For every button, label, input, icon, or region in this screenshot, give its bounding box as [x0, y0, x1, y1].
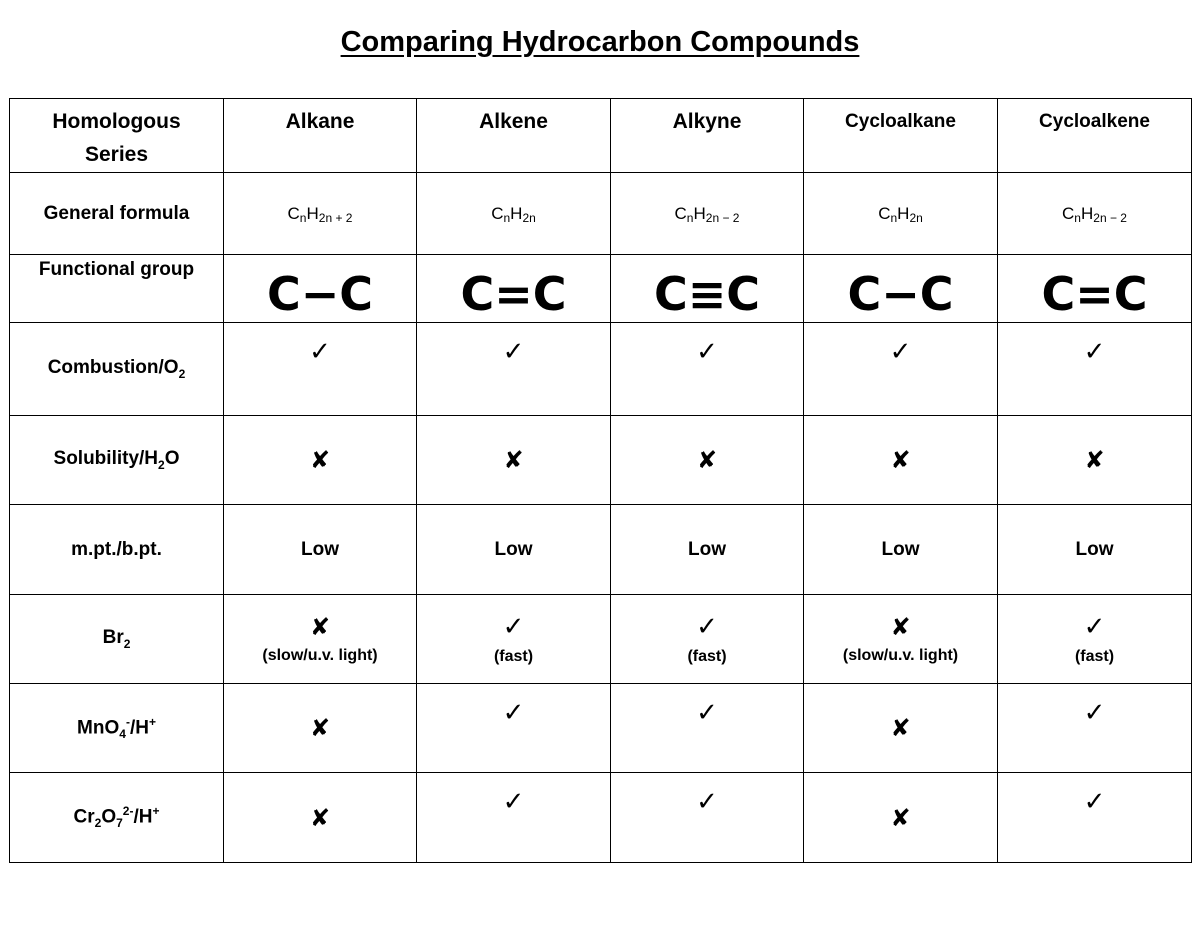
- permanganate-label: MnO$_4$-/H+: [10, 684, 224, 773]
- combustion-row: [10, 323, 1192, 416]
- formula-row: [10, 173, 1192, 255]
- page-title: Comparing Hydrocarbon Compounds: [340, 26, 860, 58]
- check-icon: ✓: [417, 323, 611, 416]
- bromine-row: [10, 595, 1192, 684]
- functional-group-row: [10, 255, 1192, 323]
- reaction-note: (slow/u.v. light): [262, 647, 378, 664]
- functional-group-cell: C≡C: [611, 255, 804, 323]
- bromine-cell: [224, 595, 417, 684]
- permanganate-row: [10, 684, 1192, 773]
- mpt-label: m.pt./b.pt.: [10, 505, 224, 595]
- functional-group-label: Functional group: [10, 255, 224, 323]
- column-header-alkane: Alkane: [224, 99, 417, 173]
- series-header-label: [10, 99, 224, 173]
- formula-row-label: General formula: [10, 173, 224, 255]
- cross-icon: ✘: [998, 416, 1192, 505]
- bromine-cell: [804, 595, 998, 684]
- mpt-row: [10, 505, 1192, 595]
- reaction-note: (fast): [687, 648, 727, 665]
- solubility-row: [10, 416, 1192, 505]
- mpt-value: Low: [998, 505, 1192, 595]
- check-icon: ✓: [502, 612, 525, 642]
- comparison-table: [9, 98, 1192, 863]
- check-icon: ✓: [224, 323, 417, 416]
- cross-icon: ✘: [804, 684, 998, 773]
- cross-icon: ✘: [224, 773, 417, 863]
- formula-cell: CnH2n + 2: [224, 173, 417, 255]
- mpt-value: Low: [804, 505, 998, 595]
- check-icon: ✓: [804, 323, 998, 416]
- series-header-line1: Homologous: [52, 110, 181, 133]
- functional-group-cell: C−C: [224, 255, 417, 323]
- check-icon: ✓: [611, 684, 804, 773]
- mpt-value: Low: [611, 505, 804, 595]
- check-icon: ✓: [417, 773, 611, 863]
- check-icon: ✓: [696, 612, 718, 642]
- bromine-cell: [998, 595, 1192, 684]
- header-row: [10, 99, 1192, 173]
- functional-group-cell: C−C: [804, 255, 998, 323]
- mpt-value: Low: [224, 505, 417, 595]
- column-header-alkene: Alkene: [417, 99, 611, 173]
- formula-cell: CnH2n: [804, 173, 998, 255]
- dichromate-label: $Cr_2O_7^{2-}/H^+$: [10, 773, 224, 863]
- cross-icon: ✘: [804, 773, 998, 863]
- column-header-cycloalkane: Cycloalkane: [804, 99, 998, 173]
- bromine-label: $Br_2$: [10, 595, 224, 684]
- formula-cell: CnH2n − 2: [998, 173, 1192, 255]
- solubility-label: Solubility/$H_2O$: [10, 416, 224, 505]
- mpt-value: Low: [417, 505, 611, 595]
- reaction-note: (fast): [1074, 648, 1115, 665]
- check-icon: ✓: [998, 684, 1192, 773]
- reaction-note: (fast): [493, 648, 534, 665]
- functional-group-cell: C=C: [417, 255, 611, 323]
- cross-icon: ✘: [804, 416, 998, 505]
- cross-icon: ✘: [224, 684, 417, 773]
- cross-icon: ✘: [611, 416, 804, 505]
- dichromate-row: [10, 773, 1192, 863]
- column-header-cycloalkene: Cycloalkene: [998, 99, 1192, 173]
- cross-icon: ✘: [417, 416, 611, 505]
- check-icon: ✓: [998, 773, 1192, 863]
- column-header-alkyne: Alkyne: [611, 99, 804, 173]
- check-icon: ✓: [417, 684, 611, 773]
- check-icon: ✓: [611, 773, 804, 863]
- bromine-cell: [611, 595, 804, 684]
- formula-cell: CnH2n: [417, 173, 611, 255]
- series-header-line2: Series: [84, 143, 149, 166]
- cross-icon: ✘: [309, 613, 331, 641]
- bromine-cell: [417, 595, 611, 684]
- cross-icon: ✘: [224, 416, 417, 505]
- cross-icon: ✘: [890, 613, 911, 641]
- formula-cell: CnH2n − 2: [611, 173, 804, 255]
- check-icon: ✓: [998, 323, 1192, 416]
- reaction-note: (slow/u.v. light): [842, 647, 959, 664]
- check-icon: ✓: [611, 323, 804, 416]
- combustion-label: Combustion/$O_2$: [10, 323, 224, 416]
- check-icon: ✓: [1083, 612, 1106, 642]
- functional-group-cell: C=C: [998, 255, 1192, 323]
